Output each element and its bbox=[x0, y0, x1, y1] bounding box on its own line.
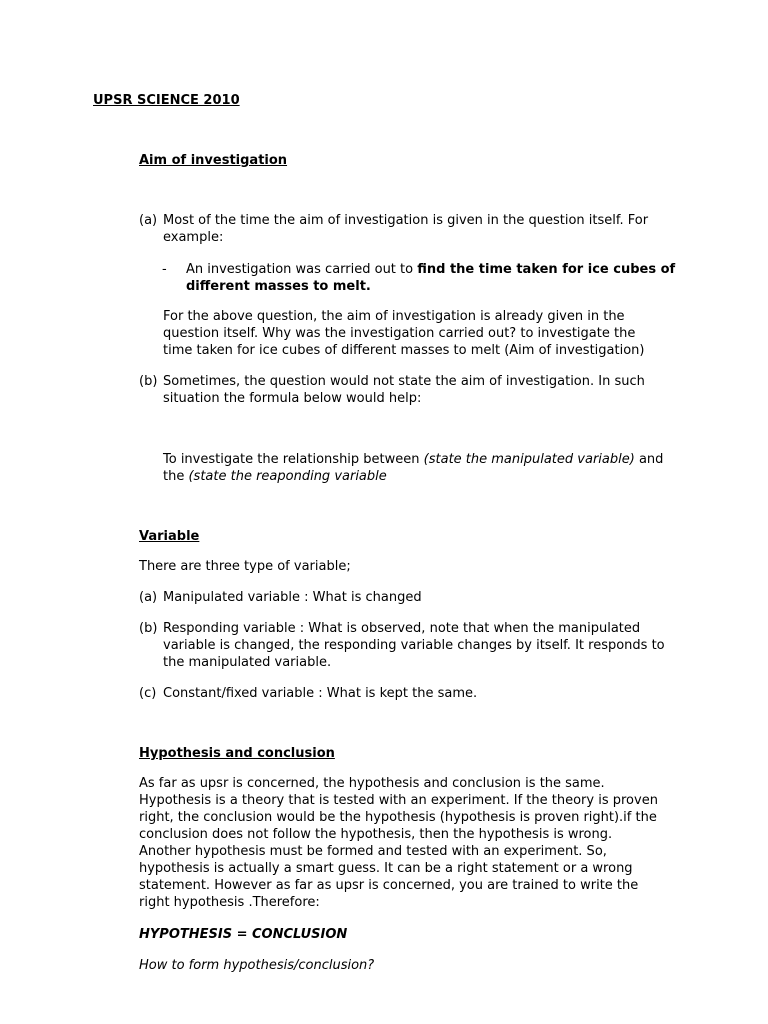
item-label: (c) bbox=[139, 686, 157, 701]
variable-intro: There are three type of variable; bbox=[139, 559, 351, 574]
item-label: (b) bbox=[139, 621, 158, 636]
aim-item-a bbox=[139, 212, 679, 246]
variable-item-a bbox=[139, 589, 679, 606]
variable-heading: Variable bbox=[139, 529, 200, 544]
item-label: (b) bbox=[139, 374, 158, 389]
item-text: Constant/fixed variable : What is kept the same. bbox=[163, 686, 478, 701]
hypothesis-question: How to form hypothesis/conclusion? bbox=[139, 958, 375, 973]
bullet-bold-text: find the time taken for ice cubes of different masses to melt. bbox=[186, 262, 676, 294]
aim-formula bbox=[163, 451, 683, 485]
variable-item-c bbox=[139, 685, 679, 702]
item-text: Responding variable : What is observed, note that when the manipulated variable is changed, the responding variable changes by itself. It responds to the manipulated variable. bbox=[163, 621, 665, 670]
hypothesis-equation: HYPOTHESIS = CONCLUSION bbox=[139, 927, 348, 942]
item-label: (a) bbox=[139, 213, 158, 228]
dash-marker: - bbox=[162, 262, 167, 277]
item-text: Sometimes, the question would not state the aim of investigation. In such situation the formula below would help: bbox=[163, 374, 645, 406]
aim-item-b bbox=[139, 373, 679, 407]
formula-text-1: To investigate the relationship between bbox=[163, 452, 424, 467]
formula-italic-1: (state the manipulated variable) bbox=[423, 452, 635, 467]
item-text: Manipulated variable : What is changed bbox=[163, 590, 422, 605]
aim-explanation: For the above question, the aim of investigation is already given in the question itself. Why was the investigation carried out? to investigate the time taken for ice cubes of different masses to melt (Aim of investigation) bbox=[163, 309, 645, 358]
aim-heading: Aim of investigation bbox=[139, 153, 288, 168]
hypothesis-heading: Hypothesis and conclusion bbox=[139, 746, 335, 761]
bullet-text bbox=[186, 261, 682, 295]
formula-text-2: and the bbox=[163, 452, 664, 484]
document-title: UPSR SCIENCE 2010 bbox=[93, 93, 240, 108]
aim-bullet bbox=[162, 261, 682, 295]
item-text: Most of the time the aim of investigation is given in the question itself. For example: bbox=[163, 213, 649, 245]
hypothesis-body: As far as upsr is concerned, the hypothesis and conclusion is the same. Hypothesis is a theory that is tested with an experiment. If the theory is proven right, the conclusion would be the hypothesis (hypothesis is proven right).if the conclusion does not follow the hypothesis, then the hypothesis is wrong. Another hypothesis must be formed and tested with an experiment. So, hypothesis is actually a smart guess. It can be a right statement or a wrong statement. However as far as upsr is concerned, you are trained to write the right hypothesis .Therefore: bbox=[139, 776, 658, 910]
item-label: (a) bbox=[139, 590, 158, 605]
formula-italic-2: (state the reaponding variable bbox=[188, 469, 387, 484]
bullet-plain-text: An investigation was carried out to bbox=[186, 262, 418, 277]
variable-item-b bbox=[139, 620, 679, 671]
